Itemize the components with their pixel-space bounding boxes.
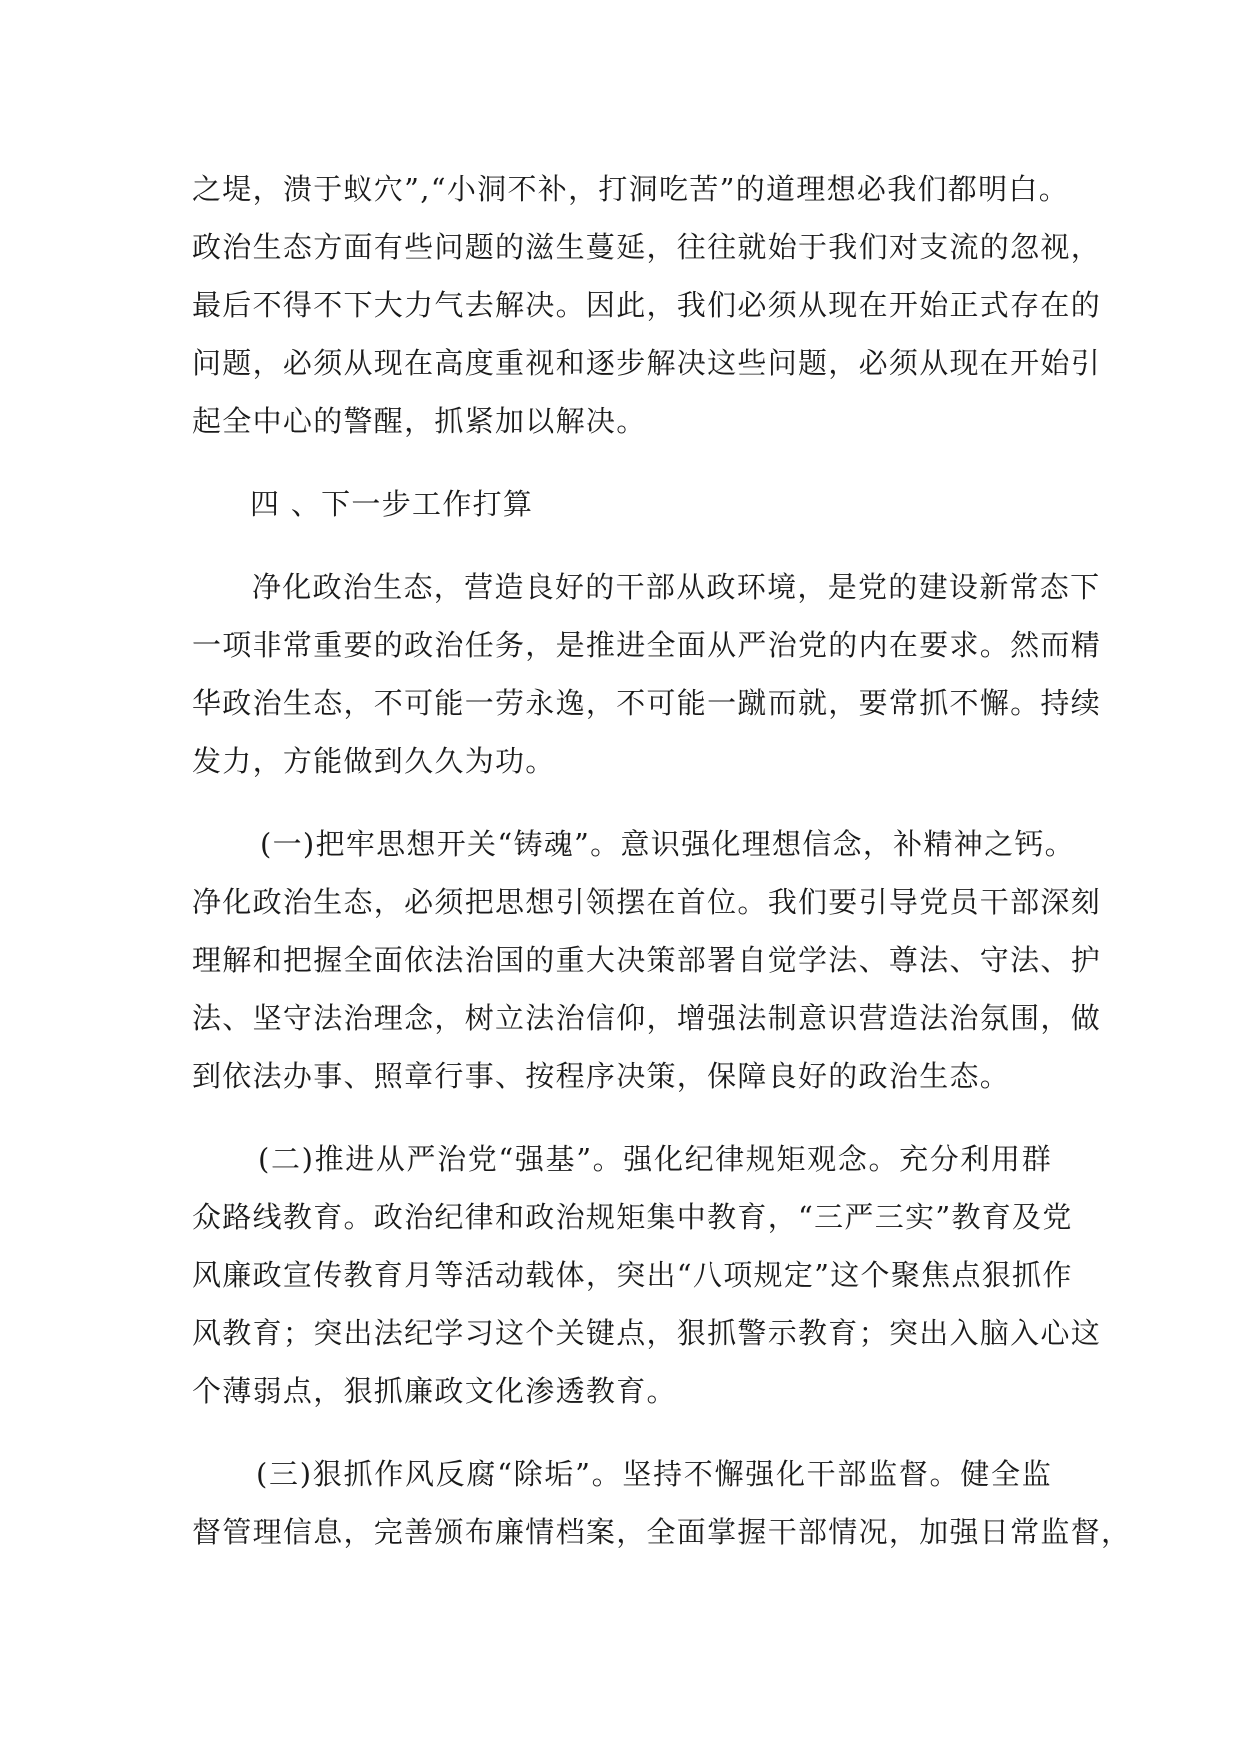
intro-paragraph bbox=[192, 558, 1102, 790]
document-body bbox=[192, 160, 1132, 1561]
text-line: 一项非常重要的政治任务，是推进全面从严治党的内在要求。然而精 bbox=[192, 628, 1102, 662]
text-line: 净化政治生态，必须把思想引领摆在首位。我们要引导党员干部深刻 bbox=[192, 885, 1102, 919]
text-line: 发力，方能做到久久为功。 bbox=[192, 744, 556, 778]
paragraph-gap bbox=[192, 533, 1052, 558]
section-heading bbox=[192, 475, 1052, 533]
text-line: 督管理信息，完善颁布廉情档案，全面掌握干部情况，加强日常监督， bbox=[192, 1515, 1132, 1549]
text-line: 风教育；突出法纪学习这个关键点，狠抓警示教育；突出入脑入心这 bbox=[192, 1316, 1102, 1350]
text-line: 政治生态方面有些问题的滋生蔓延，往往就始于我们对支流的忽视， bbox=[192, 230, 1102, 264]
section-heading-text: 四 、下一步工作打算 bbox=[250, 487, 534, 521]
text-line: 风廉政宣传教育月等活动载体，突出“八项规定”这个聚焦点狠抓作 bbox=[192, 1258, 1073, 1292]
text-line: 之堤，溃于蚁穴”,“小洞不补，打洞吃苦”的道理想必我们都明白。 bbox=[192, 172, 1069, 206]
text-line: 理解和把握全面依法治国的重大决策部署自觉学法、尊法、守法、护 bbox=[192, 943, 1102, 977]
text-line: 众路线教育。政治纪律和政治规矩集中教育，“三严三实”教育及党 bbox=[192, 1200, 1073, 1234]
text-line: 到依法办事、照章行事、按程序决策，保障良好的政治生态。 bbox=[192, 1059, 1011, 1093]
text-line: 最后不得不下大力气去解决。因此，我们必须从现在开始正式存在的 bbox=[192, 288, 1102, 322]
text-line: 问题，必须从现在高度重视和逐步解决这些问题，必须从现在开始引 bbox=[192, 346, 1102, 380]
text-line: 华政治生态，不可能一劳永逸，不可能一蹴而就，要常抓不懈。持续 bbox=[192, 686, 1102, 720]
paragraph-gap bbox=[192, 450, 1052, 475]
paragraph-gap bbox=[192, 1420, 1052, 1445]
text-line: 起全中心的警醒，抓紧加以解决。 bbox=[192, 404, 647, 438]
text-line: (二)推进从严治党“强基”。强化纪律规矩观念。充分利用群 bbox=[258, 1142, 1052, 1176]
paragraph-gap bbox=[192, 1105, 1052, 1130]
continuation-paragraph bbox=[192, 160, 1102, 450]
text-line: 法、坚守法治理念，树立法治信仰，增强法制意识营造法治氛围，做 bbox=[192, 1001, 1102, 1035]
text-line: (一)把牢思想开关“铸魂”。意识强化理想信念，补精神之钙。 bbox=[260, 827, 1075, 861]
paragraph-gap bbox=[192, 790, 1052, 815]
text-line: 个薄弱点，狠抓廉政文化渗透教育。 bbox=[192, 1374, 677, 1408]
item-2-paragraph bbox=[192, 1130, 1102, 1420]
item-3-paragraph bbox=[192, 1445, 1132, 1561]
item-1-paragraph bbox=[192, 815, 1102, 1105]
text-line: 净化政治生态，营造良好的干部从政环境，是党的建设新常态下 bbox=[252, 570, 1101, 604]
text-line: (三)狠抓作风反腐“除垢”。坚持不懈强化干部监督。健全监 bbox=[256, 1457, 1052, 1491]
